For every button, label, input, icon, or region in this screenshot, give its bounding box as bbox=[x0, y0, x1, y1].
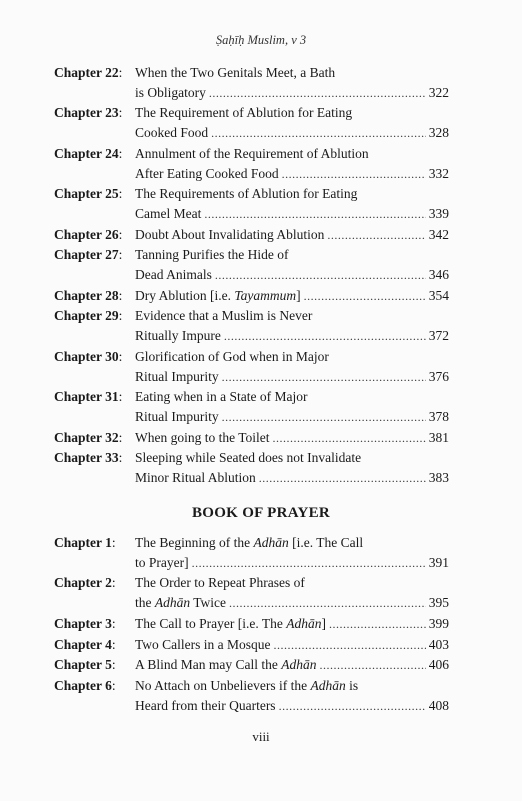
chapter-title-line: Two Callers in a Mosque bbox=[135, 636, 271, 652]
chapter-label: Chapter 28: bbox=[54, 287, 123, 303]
chapter-title-line: Dead Animals bbox=[135, 267, 212, 283]
chapter-title-line: Minor Ritual Ablution bbox=[135, 470, 256, 486]
chapter-title-line: the Adhān Twice bbox=[135, 595, 227, 611]
chapter-title-line: Sleeping while Seated does not Invalidate bbox=[135, 450, 362, 466]
chapter-label: Chapter 23: bbox=[54, 105, 123, 121]
dot-leader bbox=[274, 636, 426, 656]
book-title: BOOK OF PRAYER bbox=[191, 505, 331, 521]
toc-list-purification bbox=[54, 63, 449, 489]
page-number: 339 bbox=[428, 205, 449, 221]
chapter-label: Chapter 1: bbox=[54, 535, 116, 550]
page-number: 346 bbox=[428, 267, 449, 283]
toc-entry bbox=[54, 103, 449, 143]
page-number: 342 bbox=[428, 226, 449, 242]
page-folio: viii bbox=[252, 729, 270, 744]
chapter-title-line: When going to the Toilet bbox=[135, 429, 270, 445]
dot-leader bbox=[229, 594, 426, 614]
running-head: Ṣaḥīḥ Muslim, v 3 bbox=[215, 33, 307, 47]
chapter-title-line: Annulment of the Requirement of Ablution bbox=[135, 145, 369, 161]
chapter-label: Chapter 5: bbox=[54, 657, 116, 673]
dot-leader bbox=[209, 84, 426, 104]
toc-entry bbox=[54, 448, 449, 488]
chapter-title-line: The Requirements of Ablution for Eating bbox=[135, 186, 358, 202]
dot-leader bbox=[304, 287, 426, 307]
chapter-label: Chapter 2: bbox=[54, 575, 116, 591]
toc-entry bbox=[54, 144, 449, 184]
chapter-label: Chapter 3: bbox=[54, 615, 116, 631]
chapter-title-line: Doubt About Invalidating Ablution bbox=[135, 226, 325, 242]
chapter-title-line: Ritually Impure bbox=[135, 328, 221, 344]
chapter-title-line: After Eating Cooked Food bbox=[135, 165, 279, 181]
toc-list-prayer bbox=[54, 533, 449, 716]
chapter-title-line: When the Two Genitals Meet, a Bath bbox=[135, 65, 336, 80]
page-number: 376 bbox=[428, 368, 449, 384]
toc-entry bbox=[54, 245, 449, 285]
toc-entry bbox=[54, 306, 449, 346]
toc-entry bbox=[54, 533, 449, 573]
chapter-label: Chapter 29: bbox=[54, 308, 123, 324]
toc-entry bbox=[54, 428, 449, 449]
toc-entry bbox=[54, 286, 449, 307]
dot-leader bbox=[320, 656, 426, 676]
dot-leader bbox=[215, 266, 426, 286]
chapter-title-line: Tanning Purifies the Hide of bbox=[135, 247, 289, 263]
page-number: 399 bbox=[428, 615, 449, 631]
dot-leader bbox=[222, 368, 426, 388]
chapter-title-line: Ritual Impurity bbox=[135, 368, 219, 384]
toc-entry bbox=[54, 63, 449, 103]
dot-leader bbox=[222, 408, 426, 428]
page-number: 391 bbox=[428, 554, 449, 570]
chapter-label: Chapter 24: bbox=[54, 145, 123, 161]
page-number: 322 bbox=[428, 84, 449, 100]
chapter-title-line: is Obligatory bbox=[135, 84, 206, 100]
chapter-label: Chapter 6: bbox=[54, 677, 116, 693]
chapter-title-line: The Order to Repeat Phrases of bbox=[135, 575, 305, 591]
toc-entry bbox=[54, 676, 449, 716]
chapter-title-line: Camel Meat bbox=[135, 205, 202, 221]
page-number: 332 bbox=[428, 165, 449, 181]
dot-leader bbox=[211, 124, 426, 144]
chapter-title-line: The Beginning of the Adhān [i.e. The Call bbox=[135, 535, 364, 550]
chapter-label: Chapter 32: bbox=[54, 429, 123, 445]
toc-entry bbox=[54, 614, 449, 635]
toc-entry bbox=[54, 635, 449, 656]
dot-leader bbox=[224, 327, 426, 347]
chapter-label: Chapter 27: bbox=[54, 247, 123, 263]
dot-leader bbox=[279, 697, 426, 717]
chapter-title-line: Glorification of God when in Major bbox=[135, 348, 329, 364]
page-number: 328 bbox=[428, 125, 449, 141]
page-number: 354 bbox=[428, 287, 449, 303]
toc-entry bbox=[54, 573, 449, 613]
toc-entry bbox=[54, 347, 449, 387]
toc-entry bbox=[54, 387, 449, 427]
page-number: 378 bbox=[428, 408, 449, 424]
chapter-label: Chapter 22: bbox=[54, 65, 123, 80]
chapter-title-line: Evidence that a Muslim is Never bbox=[135, 308, 313, 324]
chapter-title-line: A Blind Man may Call the Adhān bbox=[135, 657, 317, 673]
page-number: 372 bbox=[428, 328, 449, 344]
chapter-title-line: No Attach on Unbelievers if the Adhān is bbox=[135, 677, 359, 693]
dot-leader bbox=[329, 615, 426, 635]
chapter-title-line: The Requirement of Ablution for Eating bbox=[135, 105, 353, 121]
toc-entry bbox=[54, 655, 449, 676]
chapter-title-line: Ritual Impurity bbox=[135, 408, 219, 424]
chapter-label: Chapter 30: bbox=[54, 348, 123, 364]
chapter-label: Chapter 4: bbox=[54, 636, 116, 652]
dot-leader bbox=[192, 554, 426, 574]
chapter-title-line: The Call to Prayer [i.e. The Adhān] bbox=[135, 615, 326, 631]
toc-entry bbox=[54, 184, 449, 224]
chapter-title-line: Cooked Food bbox=[135, 125, 209, 141]
chapter-label: Chapter 33: bbox=[54, 450, 123, 466]
chapter-label: Chapter 25: bbox=[54, 186, 123, 202]
chapter-label: Chapter 26: bbox=[54, 226, 123, 242]
dot-leader bbox=[204, 205, 425, 225]
chapter-label: Chapter 31: bbox=[54, 389, 123, 405]
chapter-title-line: Eating when in a State of Major bbox=[135, 389, 308, 405]
dot-leader bbox=[282, 165, 426, 185]
page-number: 381 bbox=[428, 429, 449, 445]
chapter-title-line: Heard from their Quarters bbox=[135, 697, 276, 713]
chapter-title-line: to Prayer] bbox=[135, 554, 189, 570]
page-number: 383 bbox=[428, 470, 449, 486]
toc-entry bbox=[54, 225, 449, 246]
dot-leader bbox=[259, 469, 426, 489]
page-number: 408 bbox=[428, 697, 449, 713]
page-number: 403 bbox=[428, 636, 449, 652]
dot-leader bbox=[273, 429, 426, 449]
dot-leader bbox=[327, 226, 425, 246]
chapter-title-line: Dry Ablution [i.e. Tayammum] bbox=[135, 287, 301, 303]
page-number: 406 bbox=[428, 657, 449, 673]
page-number: 395 bbox=[428, 595, 449, 611]
